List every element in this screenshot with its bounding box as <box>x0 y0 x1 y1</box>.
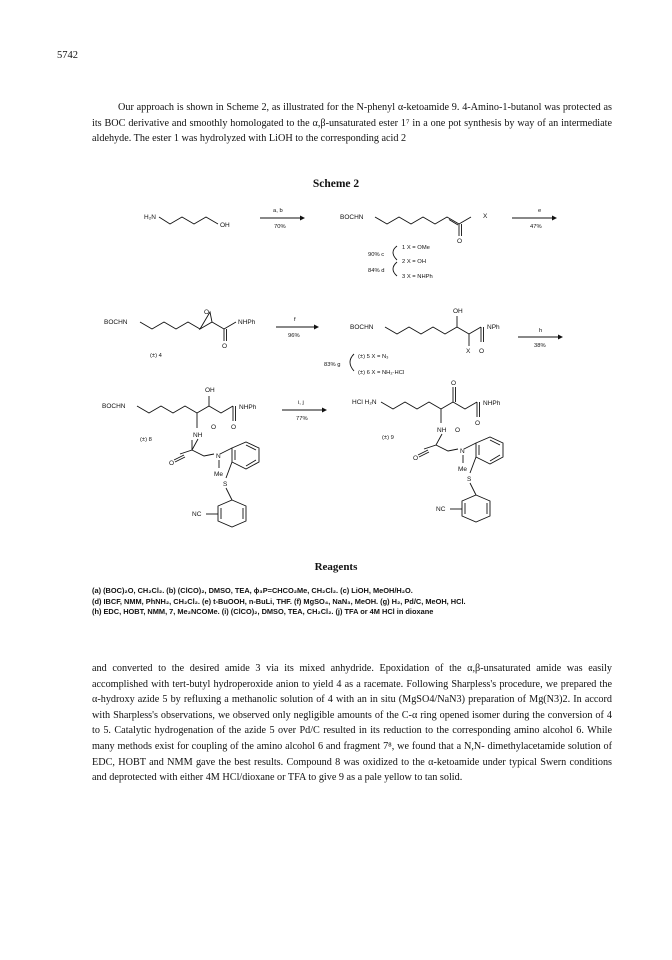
me-8: Me <box>214 471 224 478</box>
start-amine-label: H₂N <box>144 214 156 221</box>
carbonyl-o-5: O <box>479 348 485 355</box>
bochn-label-1: BOCHN <box>340 214 364 221</box>
nph-5: NPh <box>487 324 500 331</box>
start-oh-label: OH <box>220 222 230 229</box>
intro-paragraph: Our approach is shown in Scheme 2, as illustrated for the N-phenyl α-ketoamide 9. 4-Amino-1-butanol was protected as its BOC derivative and smoothly homologated to the α,β-unsaturated ester 1⁷ in a one pot synthesis by way of an intermediate aldehyde. The ester 1 was hydrolyzed with LiOH to the corresponding acid 2 <box>92 102 612 145</box>
nhph-9: NHPh <box>483 400 501 407</box>
azido-chain <box>385 327 481 334</box>
unsaturated-chain <box>375 217 459 224</box>
nc-9: NC <box>436 506 446 513</box>
yield-g: 83% g <box>324 362 341 368</box>
cmpd9-chain <box>381 402 477 409</box>
s-9: S <box>467 476 472 483</box>
hcl-h2n-label: HCl H₂N <box>352 399 377 406</box>
compound-6: (±) 6 X = NH₂·HCl <box>358 370 405 376</box>
compound-1: 1 X = OMe <box>402 245 430 251</box>
nhph-8: NHPh <box>239 404 257 411</box>
reagents-title: Reagents <box>314 561 358 573</box>
carbonyl-o-1: O <box>457 238 463 245</box>
cmpd8-chain <box>137 406 233 413</box>
nh-9: NH <box>437 427 447 434</box>
amide-o-9: O <box>413 455 419 462</box>
n-9: N <box>460 448 465 455</box>
arrow-ij-label: i, j <box>298 400 304 406</box>
bochn-label-4: BOCHN <box>104 319 128 326</box>
me-9: Me <box>458 466 468 473</box>
arrow-e-label: e <box>538 208 542 214</box>
reagents-line: (h) EDC, HOBT, NMM, 7, Me₂NCOMe. (i) (ClCO)₂, DMSO, TEA, CH₂Cl₂. (j) TFA or 4M HCl in dioxane <box>92 607 434 617</box>
carbonyl-o-8b: O <box>211 424 217 431</box>
yield-d: 84% d <box>368 268 385 274</box>
nc-8: NC <box>192 511 202 518</box>
amide-o-8: O <box>169 460 175 467</box>
compound-2: 2 X = OH <box>402 259 427 265</box>
oh-8: OH <box>205 387 215 394</box>
carbonyl-o-4: O <box>222 343 228 350</box>
yield-ij: 77% <box>296 416 308 422</box>
n-8: N <box>216 453 221 460</box>
bochn-label-5: BOCHN <box>350 324 374 331</box>
epoxide-o: O <box>204 309 210 316</box>
x-label-5: X <box>466 348 471 355</box>
yield-ab: 70% <box>274 224 286 230</box>
label-8: (±) 8 <box>140 437 152 443</box>
x-label: X <box>483 213 488 220</box>
compound-5: (±) 5 X = N₃ <box>358 354 389 360</box>
reagents-list <box>92 586 612 618</box>
compound-3: 3 X = NHPh <box>402 274 433 280</box>
carbonyl-o-8: O <box>231 424 237 431</box>
yield-e: 47% <box>530 224 542 230</box>
amide-o-9b: O <box>455 427 461 434</box>
s-8: S <box>223 481 228 488</box>
keto-o-9: O <box>451 380 457 387</box>
label-9: (±) 9 <box>382 435 394 441</box>
page-number: 5742 <box>57 50 78 61</box>
oh-5: OH <box>453 308 463 315</box>
label-4: (±) 4 <box>150 353 162 359</box>
yield-f: 96% <box>288 333 300 339</box>
yield-h: 38% <box>534 343 546 349</box>
scheme-title: Scheme 2 <box>312 178 360 190</box>
reaction-scheme <box>92 196 612 546</box>
arrow-h-label: h <box>539 328 543 334</box>
carbonyl-o-9: O <box>475 420 481 427</box>
reagents-line: (d) IBCF, NMM, PhNH₂, CH₂Cl₂. (e) t-BuOOH, n-BuLi, THF. (f) MgSO₄, NaN₃, MeOH. (g) H₂, Pd/C, MeOH, HCl. <box>92 596 466 606</box>
nhph-4: NHPh <box>238 319 256 326</box>
nh-8: NH <box>193 432 203 439</box>
epoxide-chain <box>140 322 200 329</box>
arrow-f-label: f <box>294 317 296 323</box>
body-paragraph: and converted to the desired amide 3 via its mixed anhydride. Epoxidation of the α,β-unsaturated amide was easily accomplished with tert-butyl hydroperoxide anion to yield 4 as a racemate. Following Sharpless's procedure, we prepared the α-hydroxy azide 5 by refluxing a methanolic solution of 4 with an in situ (MgSO4/NaN3) preparation of Mg(N3)2. In accord with Sharpless's observations, we observed only negligible amounts of the C-α ring opened isomer during the conversion of 4 to 5. Catalytic hydrogenation of the azide 5 over Pd/C resulted in its reduction to the corresponding amino alcohol 6. While many methods exist for coupling of the amino alcohol 6 and fragment 7⁸, we found that a N,N- dimethylacetamide solution of EDC, HOBT and NMM gave the best results. Compound 8 was oxidized to the α-ketoamide under typical Swern conditions and deprotected with either 4M HCl/dioxane or TFA to give 9 as a pale yellow to tan solid. <box>92 663 612 784</box>
start-chain <box>159 217 218 224</box>
yield-c: 90% c <box>368 252 385 258</box>
bochn-label-8: BOCHN <box>102 403 126 410</box>
reagents-line: (a) (BOC)₂O, CH₂Cl₂. (b) (ClCO)₂, DMSO, TEA, ϕ₃P=CHCO₂Me, CH₂Cl₂. (c) LiOH, MeOH/H₂O. <box>92 586 413 595</box>
arrow-ab-label: a, b <box>273 208 283 214</box>
